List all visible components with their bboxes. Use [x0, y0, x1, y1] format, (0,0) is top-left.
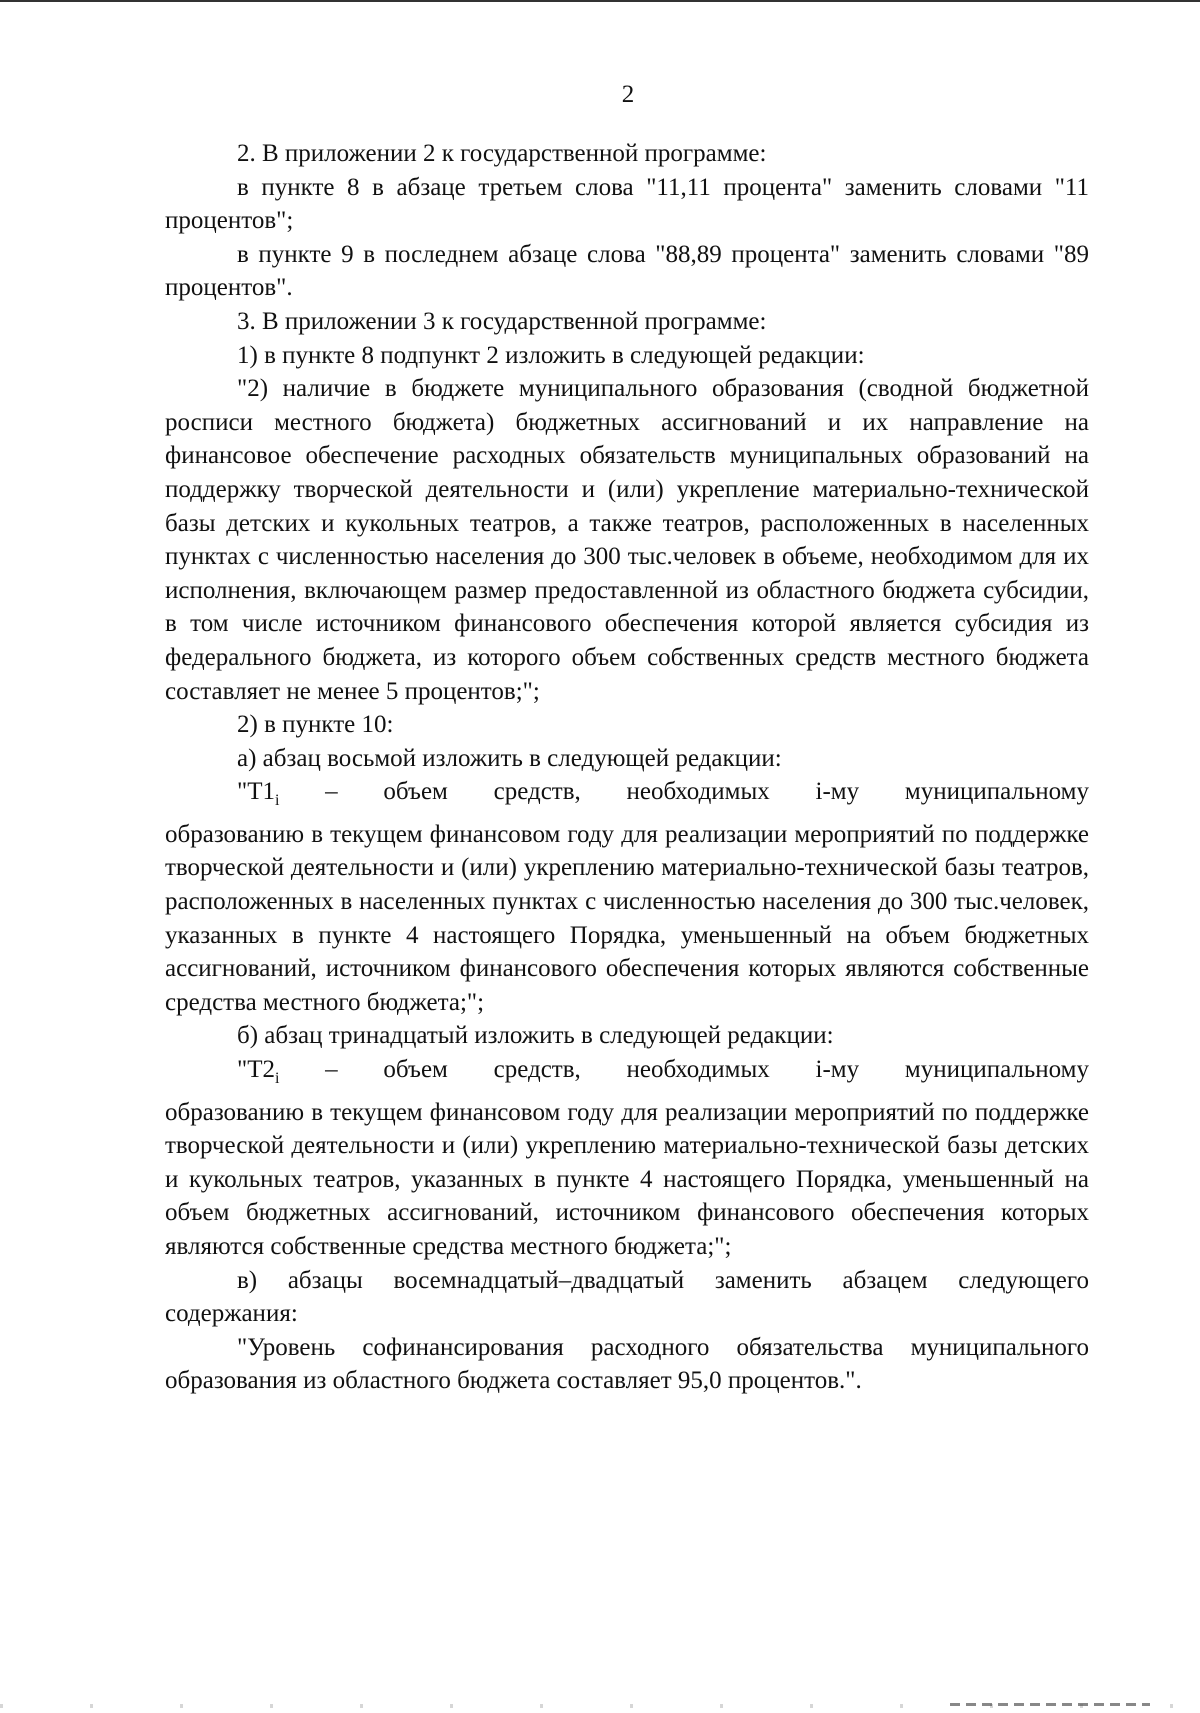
- paragraph-subitem-2a: а) абзац восьмой изложить в следующей редакции:: [237, 744, 782, 772]
- t1-subscript: i: [274, 792, 280, 810]
- t1-symbol: "T1: [237, 778, 275, 806]
- paragraph-t2-definition-lead: [165, 1053, 1089, 1096]
- t1-definition-text: – объем средств, необходимых i-му муниципальному: [279, 778, 1089, 806]
- paragraph-t1-definition-body: образованию в текущем финансовом году для реализации мероприятий по поддержке творческой деятельности и (или) укреплению материально-технической базы театров, расположенных в населенных пунктах с численностью населения до 300 тыс.человек, указанных в пункте 4 настоящего Порядка, уменьшенный на объем бюджетных ассигнований, источником финансового обеспечения которых являются собственные средства местного бюджета;";: [165, 820, 1089, 1016]
- paragraph-subitem-1: 1) в пункте 8 подпункт 2 изложить в следующей редакции:: [237, 341, 865, 369]
- paragraph-subitem-2: 2) в пункте 10:: [237, 711, 394, 739]
- paragraph-cofinancing-level: "Уровень софинансирования расходного обязательства муниципального образования из областного бюджета составляет 95,0 процентов.".: [165, 1333, 1089, 1395]
- paragraph-subitem-2c: в) абзацы восемнадцатый–двадцатый заменить абзацем следующего содержания:: [165, 1266, 1089, 1328]
- paragraph-t2-definition-body: образованию в текущем финансовом году для реализации мероприятий по поддержке творческой деятельности и (или) укреплению материально-технической базы детских и кукольных театров, указанных в пункте 4 настоящего Порядка, уменьшенный на объем бюджетных ассигнований, источником финансового обеспечения которых являются собственные средства местного бюджета;";: [165, 1098, 1089, 1260]
- paragraph-subitem-2b: б) абзац тринадцатый изложить в следующей редакции:: [237, 1022, 834, 1050]
- paragraph-appendix-2-heading: 2. В приложении 2 к государственной программе:: [237, 140, 767, 167]
- paragraph-quoted-budget-condition: "2) наличие в бюджете муниципального образования (сводной бюджетной росписи местного бюджета) бюджетных ассигнований и их направление на финансовое обеспечение расходных обязательств муниципальных образований на поддержку творческой деятельности и (или) укрепление материально-технической базы детских и кукольных театров, а также театров, расположенных в населенных пунктах с численностью населения до 300 тыс.человек в объеме, необходимом для их исполнения, включающем размер предоставленной из областного бюджета субсидии, в том числе источником финансового обеспечения которой является субсидия из федерального бюджета, из которого объем собственных средств местного бюджета составляет не менее 5 процентов;";: [165, 375, 1089, 705]
- paragraph-item-9-change: в пункте 9 в последнем абзаце слова "88,89 процента" заменить словами "89 процентов".: [165, 240, 1089, 302]
- paragraph-appendix-3-heading: 3. В приложении 3 к государственной программе:: [237, 307, 767, 335]
- scan-bottom-dashes: [950, 1703, 1150, 1706]
- t2-definition-text: – объем средств, необходимых i-му муниципальному: [279, 1056, 1089, 1084]
- page-number: 2: [621, 81, 635, 108]
- paragraph-t1-definition-lead: [165, 775, 1089, 818]
- document-body: [165, 137, 1089, 1398]
- t2-symbol: "T2: [237, 1056, 275, 1084]
- paragraph-item-8-change: в пункте 8 в абзаце третьем слова "11,11 процента" заменить словами "11 процентов";: [165, 173, 1089, 235]
- t2-subscript: i: [274, 1070, 280, 1088]
- scan-top-edge: [0, 0, 1200, 2]
